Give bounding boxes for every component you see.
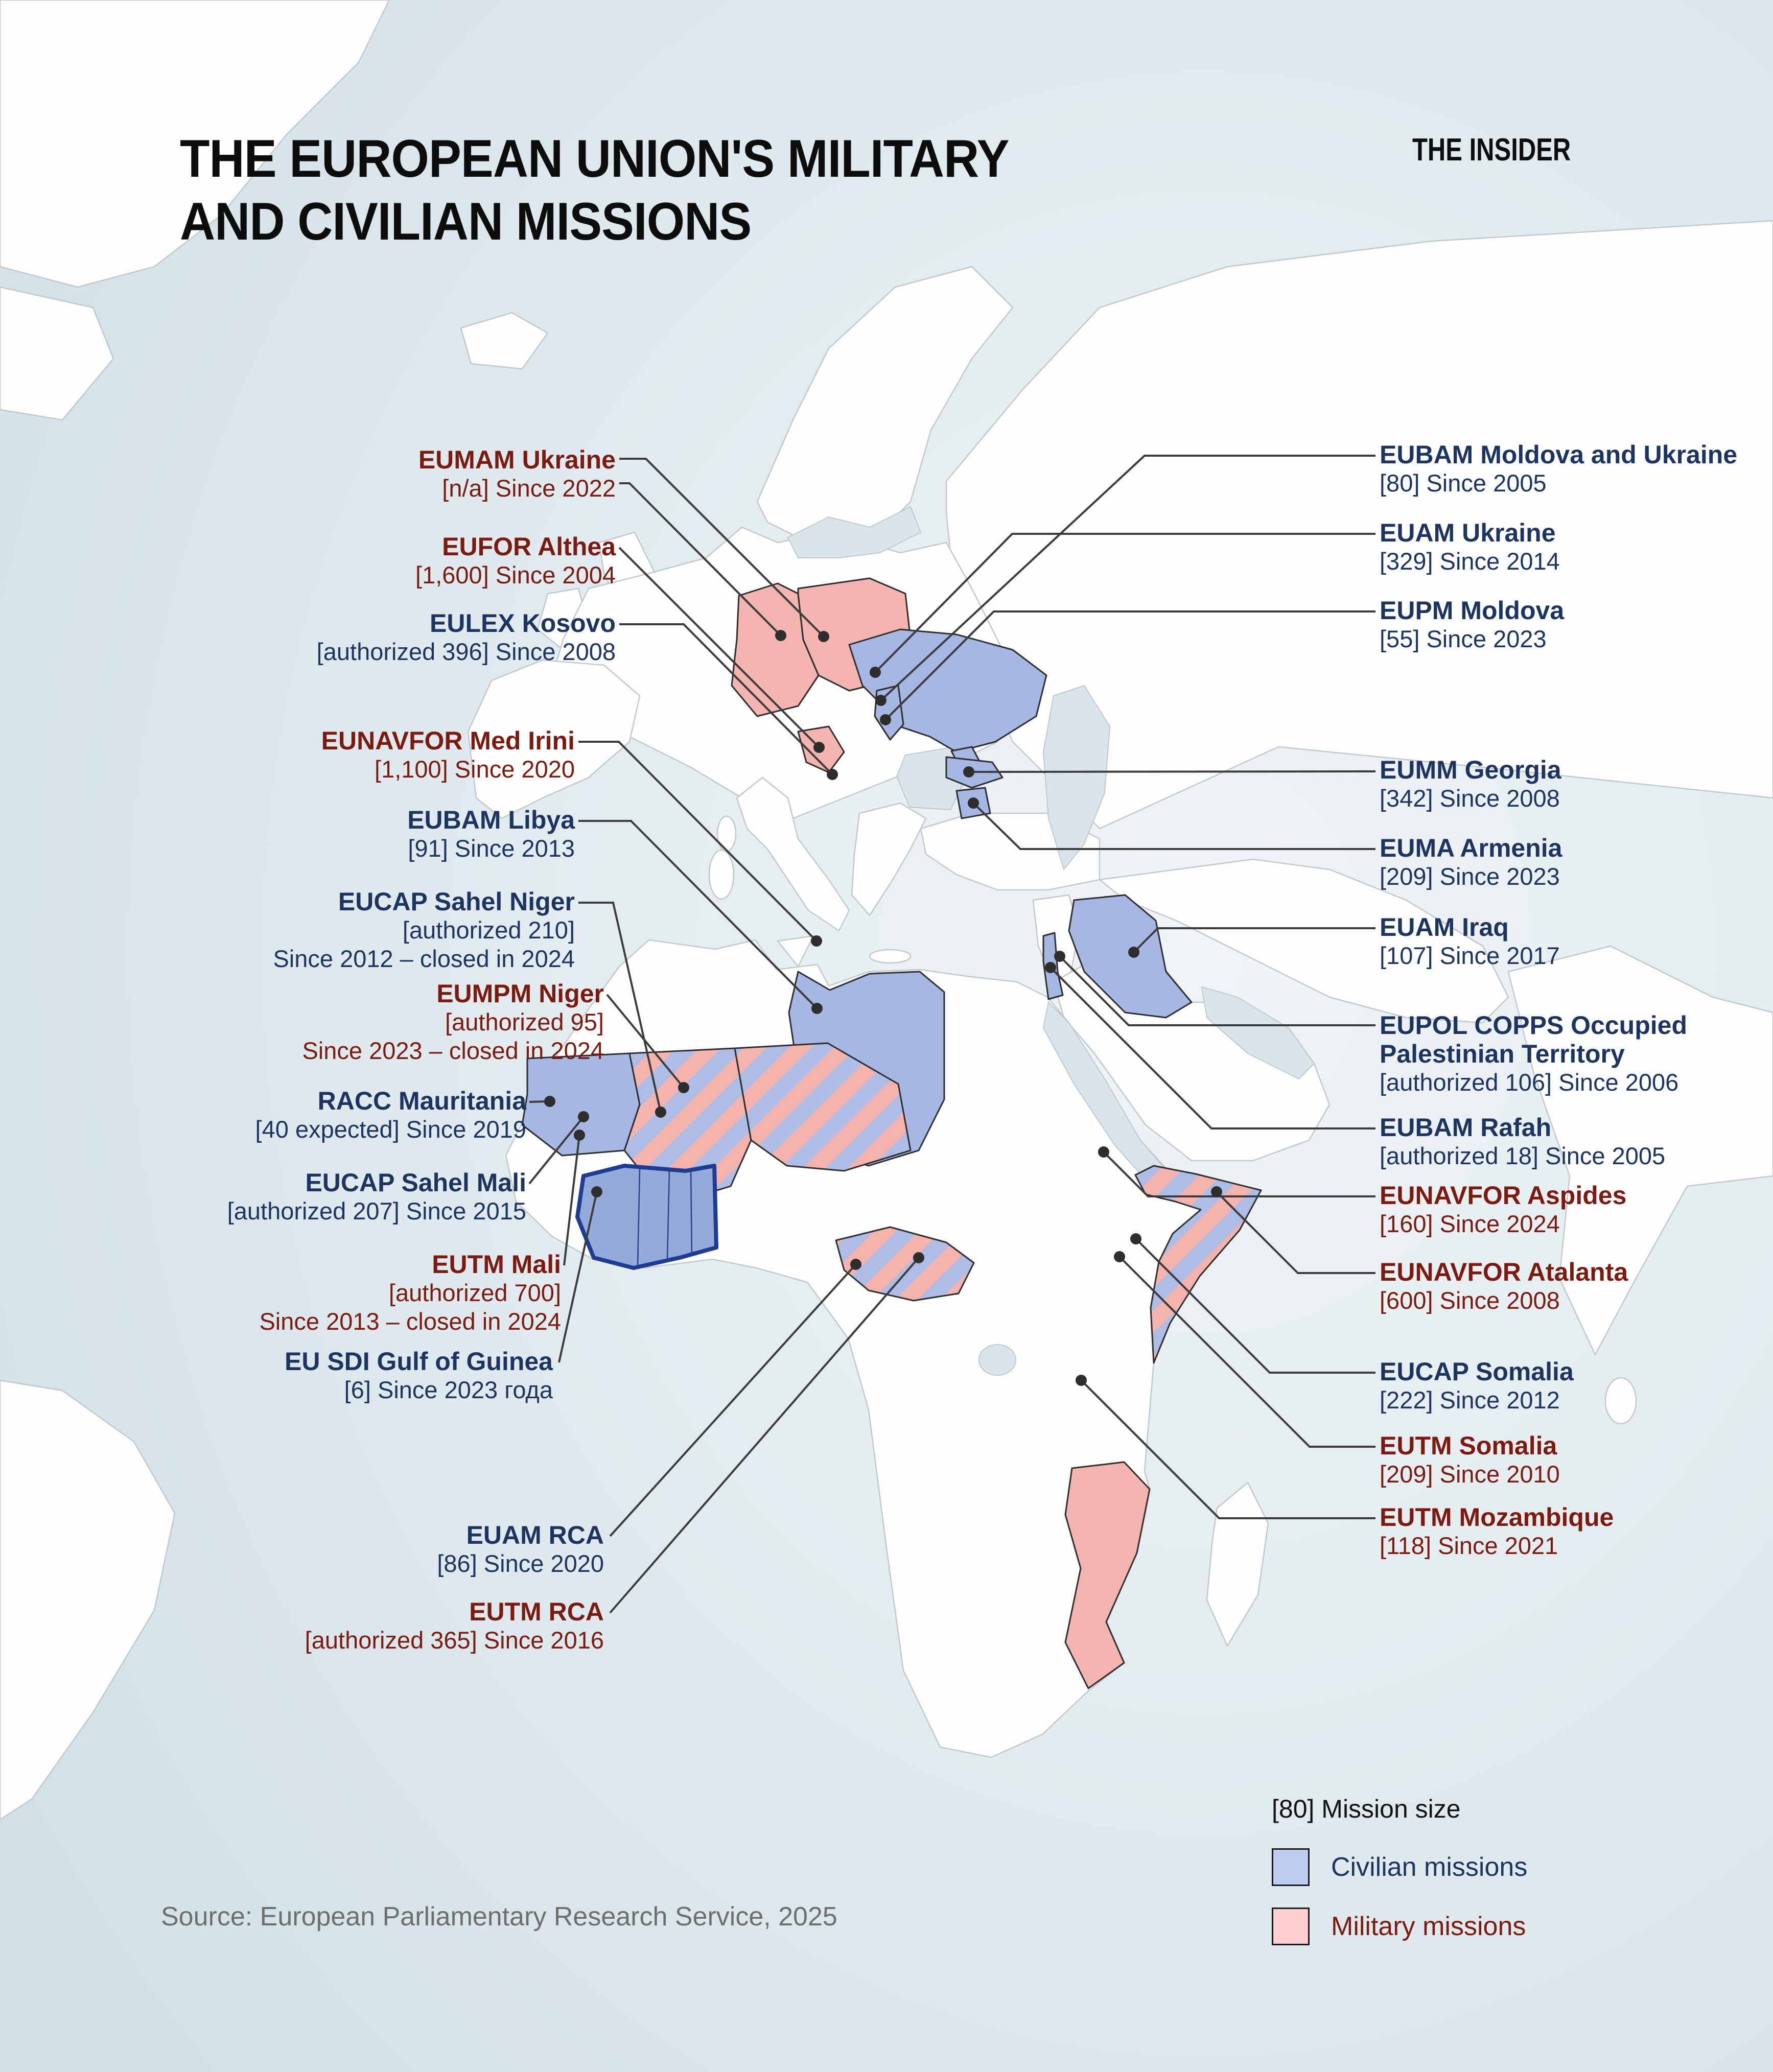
legend-civilian-row	[1272, 1848, 1527, 1886]
legend	[1272, 1794, 1527, 1967]
dot-niger-eumpm	[678, 1082, 689, 1093]
civilian-swatch	[1272, 1848, 1310, 1886]
dot-poland	[818, 631, 829, 642]
legend-civilian-label: Civilian missions	[1331, 1852, 1528, 1882]
dot-palestine	[1054, 951, 1065, 962]
dot-somalia-eutm	[1114, 1251, 1125, 1262]
publisher-logo: THE INSIDER	[1412, 132, 1571, 168]
dot-niger-eucap	[655, 1106, 666, 1118]
mission-label-eubam-libya: EUBAM Libya [91] Since 2013	[407, 806, 575, 862]
mission-label-eubam-rafah: EUBAM Rafah [authorized 18] Since 2005	[1380, 1113, 1666, 1169]
dot-mali-eutm	[574, 1129, 585, 1141]
legend-military-row	[1272, 1908, 1527, 1945]
dot-moldova	[880, 714, 891, 725]
dot-mali-eucap	[578, 1111, 589, 1122]
dot-med-irini	[811, 935, 822, 947]
dot-car-euam	[850, 1259, 861, 1270]
mission-label-eucap-sahel-niger: EUCAP Sahel Niger [authorized 210] Since 2012 – closed in 2024	[273, 887, 575, 972]
mission-label-eu-sdi-gulf-of-guinea: EU SDI Gulf of Guinea [6] Since 2023 года	[284, 1347, 553, 1403]
mission-label-eutm-mali: EUTM Mali [authorized 700] Since 2013 – closed in 2024	[259, 1250, 561, 1335]
dot-mozambique	[1076, 1375, 1087, 1386]
dot-mauritania	[544, 1096, 555, 1107]
dot-armenia	[968, 797, 979, 809]
military-swatch	[1272, 1908, 1310, 1945]
lake-victoria	[979, 1345, 1016, 1375]
land-crete	[870, 950, 911, 963]
dot-kosovo	[827, 769, 838, 780]
mission-label-euam-ukraine: EUAM Ukraine [329] Since 2014	[1380, 519, 1560, 575]
dot-atalanta	[1211, 1186, 1222, 1197]
mission-label-racc-mauritania: RACC Mauritania [40 expected] Since 2019	[255, 1087, 526, 1143]
dot-iraq	[1128, 947, 1139, 958]
land-sardinia	[709, 850, 734, 899]
mission-label-eumm-georgia: EUMM Georgia [342] Since 2008	[1380, 756, 1561, 812]
mission-label-eutm-rca: EUTM RCA [authorized 365] Since 2016	[305, 1597, 604, 1654]
dot-car-eutm	[913, 1252, 924, 1263]
dot-rafah	[1045, 962, 1056, 973]
title-line-1: THE EUROPEAN UNION'S MILITARY	[180, 129, 1009, 189]
mission-label-eumam-ukraine: EUMAM Ukraine [n/a] Since 2022	[418, 445, 616, 502]
mission-label-eutm-mozambique: EUTM Mozambique [118] Since 2021	[1380, 1503, 1614, 1559]
mission-label-eunavfor-atalanta: EUNAVFOR Atalanta [600] Since 2008	[1380, 1258, 1628, 1314]
mission-label-euma-armenia: EUMA Armenia [209] Since 2023	[1380, 834, 1562, 890]
mission-label-eunavfor-med-irini: EUNAVFOR Med Irini [1,100] Since 2020	[321, 726, 575, 783]
land-corsica	[717, 816, 736, 851]
source-credit: Source: European Parliamentary Research Service, 2025	[161, 1902, 837, 1932]
mission-label-eutm-somalia: EUTM Somalia [209] Since 2010	[1380, 1431, 1560, 1488]
mission-label-eulex-kosovo: EULEX Kosovo [authorized 396] Since 2008	[316, 609, 616, 665]
mission-label-eufor-althea: EUFOR Althea [1,600] Since 2004	[415, 532, 616, 588]
dot-aspides	[1098, 1146, 1109, 1158]
page-title	[180, 128, 1009, 253]
mission-label-eupol-copps: EUPOL COPPS Occupied Palestinian Territory [authorized 106] Since 2006	[1380, 1011, 1688, 1096]
dot-somalia-eucap	[1130, 1233, 1141, 1244]
country-gulf-of-guinea-civilian	[577, 1166, 716, 1268]
mission-label-eucap-sahel-mali: EUCAP Sahel Mali [authorized 207] Since 2015	[227, 1168, 526, 1225]
dot-moldova-border	[875, 695, 886, 706]
dot-libya	[811, 1003, 823, 1014]
line-eumm-georgia	[969, 771, 1375, 772]
mission-label-eupm-moldova: EUPM Moldova [55] Since 2023	[1380, 596, 1565, 652]
land-srilanka	[1605, 1378, 1636, 1424]
mission-label-eumpm-niger: EUMPM Niger [authorized 95] Since 2023 – closed in 2024	[302, 979, 604, 1064]
mission-label-euam-rca: EUAM RCA [86] Since 2020	[437, 1521, 604, 1577]
mission-label-eubam-moldova-ukraine: EUBAM Moldova and Ukraine [80] Since 2005	[1380, 440, 1738, 497]
mission-label-euam-iraq: EUAM Iraq [107] Since 2017	[1380, 913, 1560, 969]
dot-georgia	[963, 766, 974, 778]
mission-label-eucap-somalia: EUCAP Somalia [222] Since 2012	[1380, 1357, 1574, 1414]
legend-military-label: Military missions	[1331, 1912, 1526, 1941]
legend-mission-size: [80] Mission size	[1272, 1795, 1461, 1823]
dot-bosnia	[813, 742, 825, 753]
dot-germany	[775, 630, 786, 641]
dot-gulf-of-guinea	[591, 1186, 602, 1197]
dot-ukraine	[870, 667, 881, 678]
title-line-2: AND CIVILIAN MISSIONS	[180, 192, 752, 251]
mission-label-eunavfor-aspides: EUNAVFOR Aspides [160] Since 2024	[1380, 1181, 1627, 1237]
